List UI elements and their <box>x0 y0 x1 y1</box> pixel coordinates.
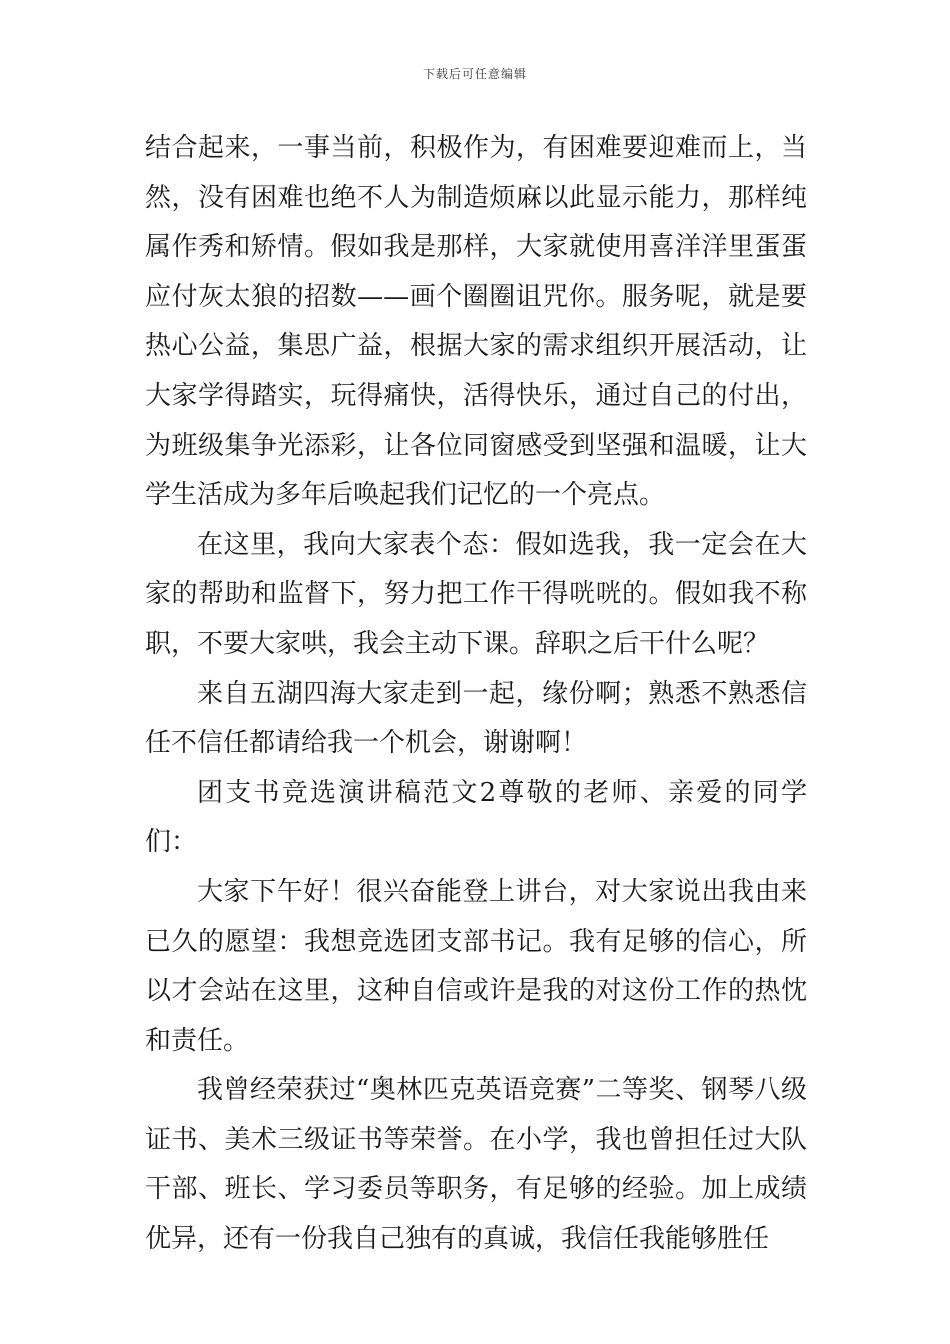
paragraph-greeting: 大家下午好！很兴奋能登上讲台，对大家说出我由来已久的愿望：我想竞选团支部书记。我有足够的信心，所以才会站在这里，这种自信或许是我的对这份工作的热忱和责任。 <box>145 876 807 1056</box>
paragraph-closing: 来自五湖四海大家走到一起，缘份啊；熟悉不熟悉信任不信任都请给我一个机会，谢谢啊！ <box>145 678 807 759</box>
page-header: 下载后可任意编辑 <box>422 67 527 81</box>
paragraph-sample-title: 团支书竞选演讲稿范文2尊敬的老师、亲爱的同学们： <box>145 777 807 858</box>
paragraph-statement: 在这里，我向大家表个态：假如选我，我一定会在大家的帮助和监督下，努力把工作干得咣咣的。假如我不称职，不要大家哄，我会主动下课。辞职之后干什么呢？ <box>145 529 807 659</box>
paragraph-continuation: 结合起来，一事当前，积极作为，有困难要迎难而上，当然，没有困难也绝不人为制造烦麻以此显示能力，那样纯属作秀和矫情。假如我是那样，大家就使用喜洋洋里蛋蛋应付灰太狼的招数——画个圈圈诅咒你。服务呢，就是要热心公益，集思广益，根据大家的需求组织开展活动，让大家学得踏实，玩得痛快，活得快乐，通过自己的付出，为班级集争光添彩，让各位同窗感受到坚强和温暖，让大学生活成为多年后唤起我们记忆的一个亮点。 <box>145 133 807 511</box>
document-body <box>145 124 807 1265</box>
paragraph-achievements: 我曾经荣获过“奥林匹克英语竞赛”二等奖、钢琴八级证书、美术三级证书等荣誉。在小学，我也曾担任过大队干部、班长、学习委员等职务，有足够的经验。加上成绩优异，还有一份我自己独有的真诚，我信任我能够胜任 <box>145 1075 807 1255</box>
